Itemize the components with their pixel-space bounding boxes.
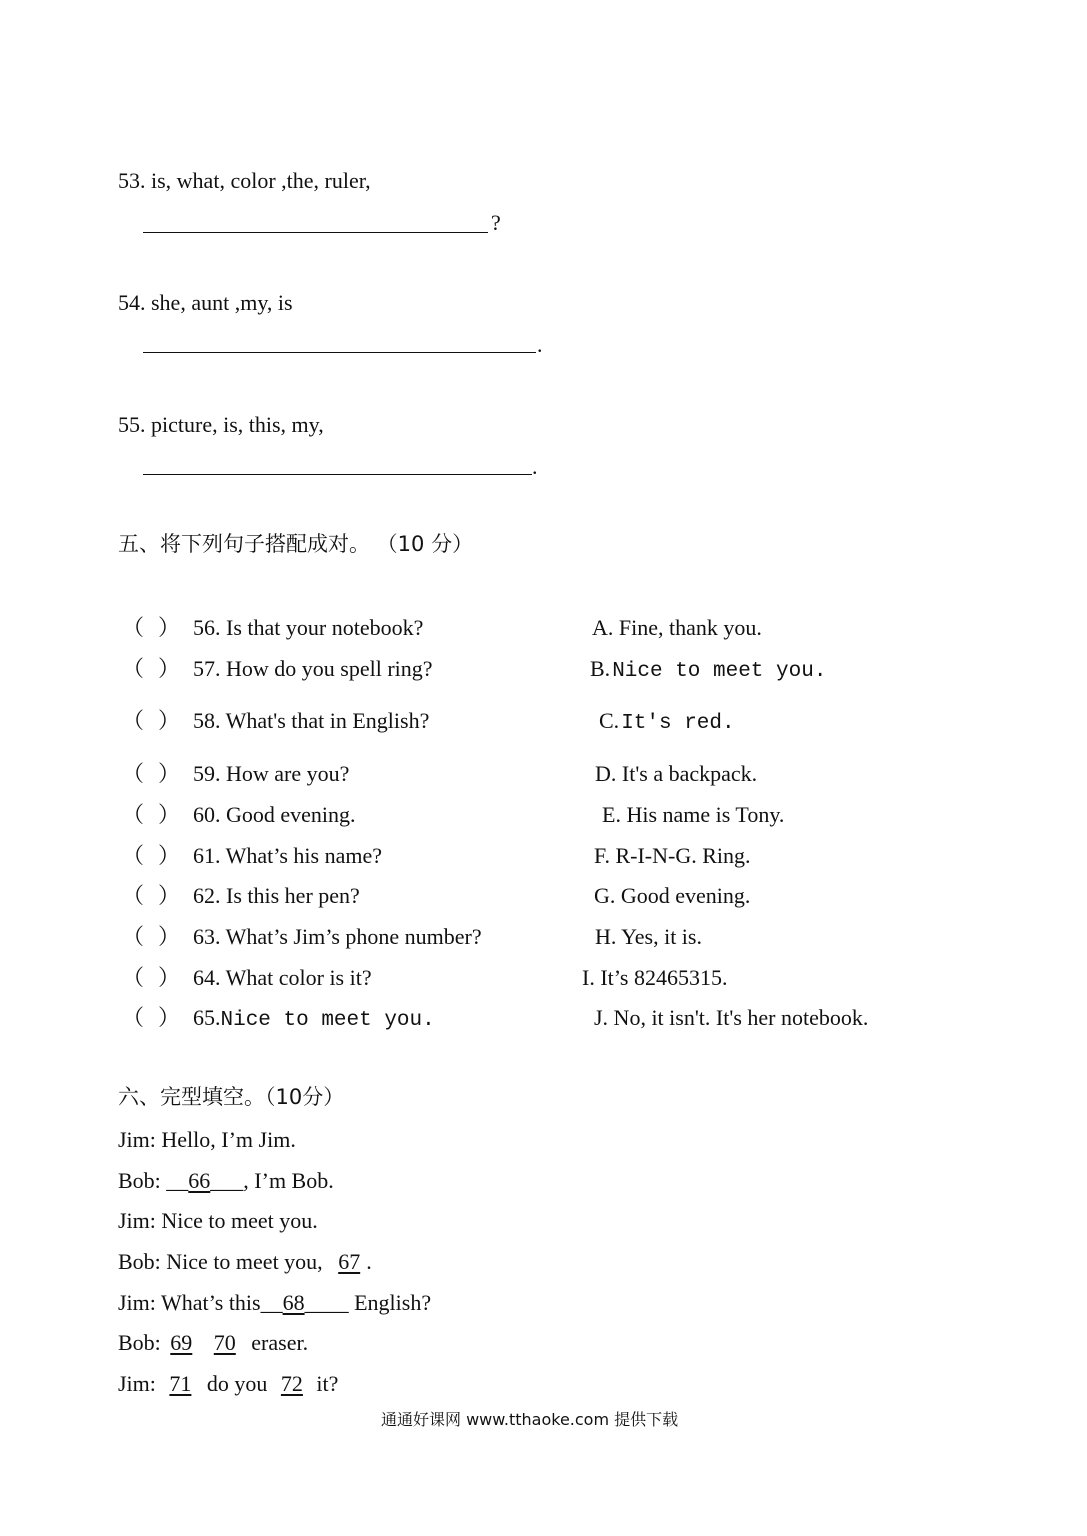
blank-69[interactable]: 69: [170, 1330, 193, 1355]
match-option: [599, 710, 735, 734]
match-option-mono-text: Nice to meet you.: [612, 660, 827, 683]
match-question-mono-text: Nice to meet you.: [220, 1009, 435, 1032]
match-option-text: G. Good evening.: [594, 883, 751, 908]
dialogue-line-4: [118, 1251, 372, 1273]
match-question: [193, 1007, 435, 1031]
dialogue-text: Jim: What’s this__: [118, 1290, 283, 1315]
question-53: 53. is, what, color ,the, ruler,: [118, 168, 371, 193]
answer-paren-open: （: [122, 883, 145, 908]
match-option-text: A. Fine, thank you.: [592, 615, 762, 640]
answer-blank-54[interactable]: [143, 352, 536, 353]
answer-paren-close: ）: [158, 1005, 181, 1030]
answer-paren-open: （: [122, 761, 145, 786]
answer-paren-close: ）: [158, 802, 181, 827]
match-question-text: 62. Is this her pen?: [193, 883, 360, 908]
dialogue-text: .: [366, 1249, 372, 1274]
match-question: [193, 885, 360, 907]
answer-paren-open: （: [122, 708, 145, 733]
answer-paren-close: ）: [158, 708, 181, 733]
dialogue-text: Bob: Nice to meet you,: [118, 1249, 329, 1274]
answer-paren-open: （: [122, 924, 145, 949]
section-5-heading: 五、将下列句子搭配成对。 （10 分）: [118, 532, 474, 556]
match-question-text: 56. Is that your notebook?: [193, 615, 424, 640]
match-question-text: 63. What’s Jim’s phone number?: [193, 924, 482, 949]
dialogue-line-3: Jim: Nice to meet you.: [118, 1208, 318, 1233]
match-question-text: 65.: [193, 1005, 221, 1030]
match-question: [193, 658, 433, 680]
match-question: [193, 926, 482, 948]
blank-67[interactable]: 67: [338, 1249, 361, 1274]
dialogue-line-6: [118, 1332, 308, 1354]
answer-paren-close: ）: [158, 924, 181, 949]
answer-paren-close: ）: [158, 615, 181, 640]
match-question: [193, 804, 356, 826]
answer-blank-55[interactable]: [143, 474, 532, 475]
match-option-text: F. R-I-N-G. Ring.: [594, 843, 751, 868]
dialogue-text: Jim:: [118, 1371, 162, 1396]
answer-paren-close: ）: [158, 761, 181, 786]
match-option-text: E. His name is Tony.: [602, 802, 785, 827]
match-question: [193, 763, 349, 785]
match-question-text: 61. What’s his name?: [193, 843, 382, 868]
answer-paren-open: （: [122, 615, 145, 640]
answer-paren-open: （: [122, 965, 145, 990]
blank-end-53: ?: [491, 210, 501, 235]
match-option-text: J. No, it isn't. It's her notebook.: [594, 1005, 869, 1030]
match-option: [594, 845, 751, 867]
match-option-text: C.: [599, 708, 620, 733]
dialogue-line-1: Jim: Hello, I’m Jim.: [118, 1127, 296, 1152]
match-option: [594, 1007, 868, 1029]
match-question-text: 58. What's that in English?: [193, 708, 430, 733]
blank-66[interactable]: 66: [188, 1168, 211, 1193]
dialogue-line-7: [118, 1373, 338, 1395]
answer-blank-53[interactable]: [143, 232, 488, 233]
match-question-text: 59. How are you?: [193, 761, 350, 786]
match-question-text: 57. How do you spell ring?: [193, 656, 433, 681]
blank-71[interactable]: 71: [169, 1371, 192, 1396]
dialogue-text: Bob: __: [118, 1168, 189, 1193]
match-question: [193, 845, 382, 867]
answer-paren-open: （: [122, 1005, 145, 1030]
match-option: [595, 926, 702, 948]
match-option-text: H. Yes, it is.: [595, 924, 702, 949]
match-question-text: 60. Good evening.: [193, 802, 356, 827]
match-option-text: B.: [590, 656, 611, 681]
match-option-text: D. It's a backpack.: [595, 761, 758, 786]
match-option: [582, 967, 727, 989]
match-option-mono-text: It's red.: [621, 712, 735, 735]
match-option-text: I. It’s 82465315.: [582, 965, 728, 990]
question-54: 54. she, aunt ,my, is: [118, 290, 293, 315]
dialogue-line-5: [118, 1292, 431, 1314]
dialogue-text: Bob:: [118, 1330, 167, 1355]
section-6-heading: 六、完型填空。（10分）: [118, 1085, 345, 1109]
footer-text: 通通好课网 www.tthaoke.com 提供下载: [381, 1410, 679, 1429]
answer-paren-open: （: [122, 656, 145, 681]
dialogue-text: eraser.: [245, 1330, 309, 1355]
match-question-text: 64. What color is it?: [193, 965, 372, 990]
answer-paren-close: ）: [158, 965, 181, 990]
dialogue-line-2: [118, 1170, 334, 1192]
answer-paren-close: ）: [158, 843, 181, 868]
question-55: 55. picture, is, this, my,: [118, 412, 324, 437]
dialogue-text: it?: [310, 1371, 339, 1396]
blank-70[interactable]: 70: [213, 1330, 236, 1355]
match-option: [595, 763, 757, 785]
match-question: [193, 710, 429, 732]
blank-68[interactable]: 68: [282, 1290, 305, 1315]
match-question: [193, 967, 372, 989]
blank-end-54: .: [537, 332, 543, 357]
match-option: [594, 885, 750, 907]
match-option: [592, 617, 762, 639]
dialogue-text: ____ English?: [304, 1290, 432, 1315]
dialogue-text: do you: [201, 1371, 273, 1396]
match-question: [193, 617, 423, 639]
answer-paren-close: ）: [158, 883, 181, 908]
answer-paren-close: ）: [158, 656, 181, 681]
dialogue-text: ___, I’m Bob.: [210, 1168, 334, 1193]
blank-72[interactable]: 72: [280, 1371, 303, 1396]
match-option: [602, 804, 784, 826]
answer-paren-open: （: [122, 843, 145, 868]
answer-paren-open: （: [122, 802, 145, 827]
match-option: [590, 658, 826, 682]
blank-end-55: .: [532, 454, 538, 479]
